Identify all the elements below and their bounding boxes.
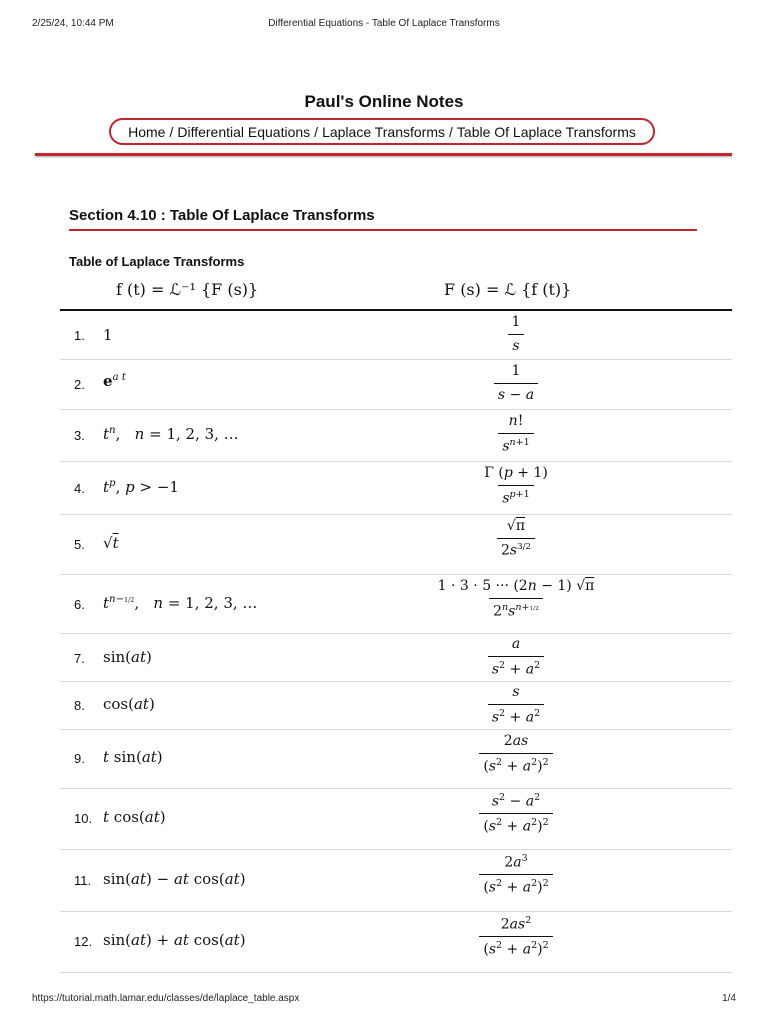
column-header-ft-text: f (t) = ℒ⁻¹ {F (s)} <box>116 280 259 299</box>
table-row <box>60 311 732 360</box>
row-number: 11. <box>74 873 92 888</box>
row-fs: $\frac{2as}{(s^2 + a^2)^2}$ <box>330 733 702 775</box>
breadcrumb <box>109 118 655 145</box>
table-title: Table of Laplace Transforms <box>69 254 245 269</box>
row-number: 5. <box>74 537 85 552</box>
row-ft: $t^{n-1/2}$, n = 1, 2, 3, … <box>103 594 258 612</box>
table-row <box>60 850 732 912</box>
row-fs: $\frac{√\pi}{2s^{3/2}}$ <box>330 518 702 559</box>
row-number: 10. <box>74 811 93 826</box>
print-header <box>32 18 736 32</box>
print-footer <box>32 993 736 1007</box>
table-row <box>60 360 732 410</box>
print-url: https://tutorial.math.lamar.edu/classes/de/laplace_table.aspx <box>32 993 300 1004</box>
header-divider <box>35 153 732 156</box>
column-header-fs-text: F (s) = ℒ {f (t)} <box>444 280 572 299</box>
row-ft: t cos(at) <box>103 808 166 826</box>
row-fs: $\frac{1 \cdot 3 \cdot 5 \cdot\cdot\cdot (2n - 1) √\pi}{2^ns^{n+1/2}}$ <box>437 578 595 620</box>
row-ft: √t <box>103 534 119 552</box>
row-fs: $\frac{1}{s - a}$ <box>330 363 702 404</box>
row-ft: $t^n$, n = 1, 2, 3, … <box>103 425 239 443</box>
column-header-fs <box>444 280 571 299</box>
row-number: 7. <box>74 651 85 666</box>
row-number: 8. <box>74 698 85 713</box>
row-fs: $\frac{s^2 - a^2}{(s^2 + a^2)^2}$ <box>330 792 702 836</box>
table-row <box>60 682 732 730</box>
row-ft: sin(at) + at cos(at) <box>103 931 246 949</box>
row-fs: $\frac{\Gamma (p + 1)}{s^{p+1}}$ <box>484 465 548 507</box>
section-title: Section 4.10 : Table Of Laplace Transforms <box>69 207 375 224</box>
row-fs: $\frac{1}{s}$ <box>330 314 702 355</box>
row-number: 2. <box>74 377 85 392</box>
table-row <box>60 912 732 973</box>
site-title[interactable]: Paul's Online Notes <box>304 92 464 111</box>
row-fs: $\frac{a}{s^2 + a^2}$ <box>330 636 702 678</box>
row-ft: sin(at) − at cos(at) <box>103 870 246 888</box>
row-ft: $e^{a t}$ <box>103 372 126 390</box>
breadcrumb-separator: / <box>314 123 319 140</box>
breadcrumb-laplace-transforms[interactable]: Laplace Transforms <box>322 123 446 140</box>
column-header-ft <box>116 280 258 299</box>
breadcrumb-separator: / <box>449 123 453 140</box>
row-number: 3. <box>74 428 85 443</box>
row-fs: $\frac{2a^3}{(s^2 + a^2)^2}$ <box>330 853 702 897</box>
row-number: 4. <box>74 481 85 496</box>
row-ft: sin(at) <box>103 648 152 666</box>
row-number: 9. <box>74 751 85 766</box>
table-row <box>60 730 732 789</box>
table-row <box>60 410 732 462</box>
row-fs: $\frac{n!}{s^{n+1}}$ <box>330 413 702 455</box>
row-number: 1. <box>74 328 85 343</box>
table-row <box>60 462 732 515</box>
print-datetime: 2/25/24, 10:44 PM <box>32 18 114 29</box>
table-row <box>60 515 732 575</box>
table-row <box>60 575 732 634</box>
breadcrumb-table-of-laplace-transforms[interactable]: Table Of Laplace Transforms <box>456 123 636 140</box>
row-ft: t sin(at) <box>103 748 163 766</box>
row-fs: $\frac{2as^2}{(s^2 + a^2)^2}$ <box>330 915 702 959</box>
breadcrumb-home[interactable]: Home <box>128 123 166 140</box>
row-number: 12. <box>74 934 93 949</box>
table-row <box>60 634 732 682</box>
table-row <box>60 789 732 850</box>
print-page-number: 1/4 <box>722 993 736 1004</box>
breadcrumb-separator: / <box>169 123 174 140</box>
breadcrumb-differential-equations[interactable]: Differential Equations <box>177 123 311 140</box>
row-fs: $\frac{s}{s^2 + a^2}$ <box>330 684 702 726</box>
row-ft: cos(at) <box>103 695 155 713</box>
row-ft: $t^p$, p > −1 <box>103 478 179 496</box>
section-divider <box>69 229 697 231</box>
row-ft: 1 <box>103 326 113 344</box>
print-page-title: Differential Equations - Table Of Laplace Transforms <box>268 18 500 29</box>
row-number: 6. <box>74 597 85 612</box>
